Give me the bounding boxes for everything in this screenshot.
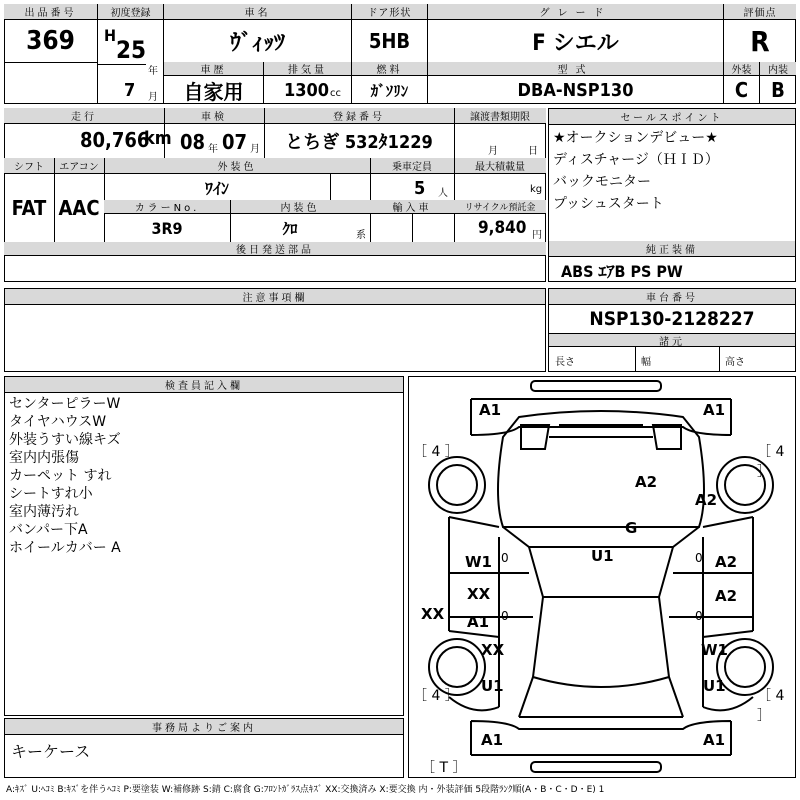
tire-rl: ［ 4 ］ (413, 688, 459, 704)
history-cell (164, 62, 264, 104)
shaken-label: 車検 (164, 108, 264, 124)
mileage-value: 80,766 (80, 128, 150, 152)
model-label: 型式 (428, 62, 723, 76)
dmg-rear-left: U1 (481, 677, 504, 695)
door-label: ドア形状 (352, 4, 427, 20)
disp-unit: cc (330, 88, 341, 99)
capacity-value: 5 (414, 178, 426, 199)
transfer-month-unit: 月 (488, 146, 498, 157)
dims-height: 高さ (725, 357, 745, 368)
reg-month: 7 (124, 80, 136, 101)
displacement-value: 1300 (284, 80, 330, 101)
dmg-door-right-depth: 0 (695, 551, 703, 565)
door-type: 5HB (368, 29, 411, 53)
sales-item: プッシュスタート (553, 196, 664, 212)
shaken-month: 07 (222, 130, 248, 154)
grade-value: F シエル (532, 30, 619, 56)
history-label: 車歴 (164, 62, 263, 76)
office-note: キーケース (11, 742, 91, 761)
dmg-fender-right: A2 (695, 491, 718, 509)
ext-label: 外装 (724, 62, 759, 76)
equip-value: ABS ｴｱB PS PW (561, 262, 683, 281)
fuel-cell (352, 62, 428, 104)
colorno-label: カラーNo. (104, 200, 230, 214)
int-cell (760, 62, 796, 104)
dmg-door-left-depth: 0 (501, 551, 509, 565)
reg-cell (98, 4, 164, 104)
legend-text: A:ｷｽﾞ U:ﾍｺﾐ B:ｷｽﾞを伴うﾍｺﾐ P:要塗装 W:補修跡 S:錆 C:腐食 G:ﾌﾛﾝﾄｶﾞﾗｽ点ｷｽﾞ XX:交換済み X:要交換 内・外装評価 5段階ﾗﾝｸ順(A・B・C・D・E) 1 (6, 785, 605, 795)
dmg-door-left: W1 (465, 553, 492, 571)
ac-label: エアコン (54, 158, 104, 174)
load-unit: kg (530, 184, 543, 195)
dmg-bumper-right: A1 (703, 731, 726, 749)
recycle-label: リサイクル預託金 (454, 200, 546, 214)
car-name: ｳﾞｨｯﾂ (229, 30, 285, 56)
tire-rr: ［ 4 ］ (757, 688, 785, 724)
capacity-label: 乗車定員 (370, 158, 454, 174)
sales-item: ★オークションデビュー★ (553, 130, 718, 146)
parts-label: 後日発送部品 (4, 242, 546, 256)
dmg-sill-left: XX (421, 605, 445, 623)
inspector-label: 検査員記入欄 (5, 377, 403, 393)
dmg-rdoor-left-xx: XX (467, 585, 491, 603)
lot-number: 369 (26, 26, 75, 56)
inspector-note: センターピラーW (9, 396, 121, 412)
shaken-year: 08 (180, 130, 206, 154)
car-outline-icon (409, 377, 794, 776)
tire-spare: ［ T ］ (421, 760, 467, 776)
grade-cell (428, 4, 724, 62)
reg-era: H (104, 26, 117, 45)
inspector-note: バンパー下A (9, 522, 88, 538)
plate-number: とちぎ 532ﾀ1229 (285, 132, 433, 153)
int-grade: B (771, 78, 785, 102)
dmg-hood: A2 (635, 473, 658, 491)
model-value: DBA-NSP130 (517, 79, 634, 101)
dmg-quarter-left: XX (481, 641, 505, 659)
transfer-day-unit: 日 (528, 146, 538, 157)
shift-value: FAT (11, 196, 47, 220)
import-label: 輸入車 (370, 200, 454, 214)
dmg-windshield: G (625, 519, 638, 537)
inspector-note: 室内内張傷 (9, 450, 79, 466)
disp-label: 排気量 (264, 62, 351, 76)
chassis-label: 車台番号 (549, 289, 795, 305)
dmg-bumper-left: A1 (481, 731, 504, 749)
recycle-unit: 円 (532, 230, 542, 241)
car-cell (164, 4, 352, 62)
score-label: 評価点 (724, 4, 796, 20)
color-value: ﾜｲﾝ (204, 178, 229, 198)
lot-label: 出品番号 (4, 4, 97, 20)
colorno-value: 3R9 (151, 218, 183, 238)
mileage-label: 走行 (4, 108, 164, 124)
dmg-rear-right: U1 (703, 677, 726, 695)
inspector-note: ホイールカバー A (9, 540, 121, 556)
dims-label: 諸元 (549, 333, 795, 347)
inspector-note: シートすれ小 (9, 486, 93, 502)
damage-diagram (408, 376, 796, 778)
reg-year-unit: 年 (148, 66, 158, 77)
sales-block (548, 108, 796, 282)
intcolor-unit: 系 (356, 230, 366, 241)
ext-grade: C (734, 78, 749, 102)
dmg-front-right: A1 (703, 401, 726, 419)
office-label: 事務局よりご案内 (5, 719, 403, 735)
tire-fl: ［ 4 ］ (413, 444, 459, 460)
door-cell (352, 4, 428, 62)
inspector-block (4, 376, 404, 716)
equip-label: 純正装備 (549, 241, 795, 257)
model-cell (428, 62, 724, 104)
dmg-rdoor-left-a: A1 (467, 613, 490, 631)
ac-value: AAC (58, 196, 100, 220)
dmg-door-right: A2 (715, 553, 738, 571)
dims-width: 幅 (641, 357, 651, 368)
office-block (4, 718, 404, 778)
dims-length: 長さ (555, 357, 575, 368)
shaken-month-unit: 月 (250, 144, 260, 155)
intcolor-label: 内装色 (230, 200, 370, 214)
inspector-note: 室内薄汚れ (9, 504, 79, 520)
tire-fr: ［ 4 ］ (757, 444, 785, 480)
ext-cell (724, 62, 760, 104)
score-value: R (750, 24, 770, 58)
sales-label: セールスポイント (549, 109, 795, 125)
dmg-front-left: A1 (479, 401, 502, 419)
history-value: 自家用 (183, 79, 244, 104)
lot-cell (4, 4, 98, 62)
reg-month-unit: 月 (148, 92, 158, 103)
color-label: 外装色 (104, 158, 370, 174)
dmg-rdoor-right: A2 (715, 587, 738, 605)
notes-block (4, 288, 546, 372)
chassis-number: NSP130-2128227 (589, 308, 755, 330)
reg-year: 25 (116, 36, 147, 64)
intcolor-value: ｸﾛ (282, 219, 298, 238)
inspector-note: タイヤハウスW (9, 414, 107, 430)
sales-item: ディスチャージ（ＨＩＤ） (553, 152, 719, 168)
inspector-note: 外装うすい線キズ (9, 432, 121, 448)
dmg-rdoor-right-depth: 0 (695, 609, 703, 623)
transfer-label: 譲渡書類期限 (454, 108, 546, 124)
chassis-block (548, 288, 796, 372)
dmg-rdoor-left-depth: 0 (501, 609, 509, 623)
recycle-value: 9,840 (478, 218, 527, 238)
notes-label: 注意事項欄 (5, 289, 545, 305)
grade-label: グレード (428, 4, 723, 20)
capacity-unit: 人 (438, 188, 448, 199)
plate-label: 登録番号 (264, 108, 454, 124)
score-cell (724, 4, 796, 62)
shaken-year-unit: 年 (208, 144, 218, 155)
inspector-note: カーペット すれ (9, 468, 112, 484)
mileage-unit: km (144, 128, 172, 149)
car-label: 車名 (164, 4, 351, 20)
sales-item: バックモニター (553, 174, 651, 190)
dmg-roof: U1 (591, 547, 614, 565)
load-label: 最大積載量 (454, 158, 546, 174)
displacement-cell (264, 62, 352, 104)
shift-label: シフト (4, 158, 54, 174)
int-label: 内装 (760, 62, 796, 76)
fuel-label: 燃料 (352, 62, 427, 76)
fuel-value: ｶﾞｿﾘﾝ (370, 81, 409, 100)
dmg-quarter-right: W1 (701, 641, 728, 659)
reg-label: 初度登録 (98, 4, 163, 20)
